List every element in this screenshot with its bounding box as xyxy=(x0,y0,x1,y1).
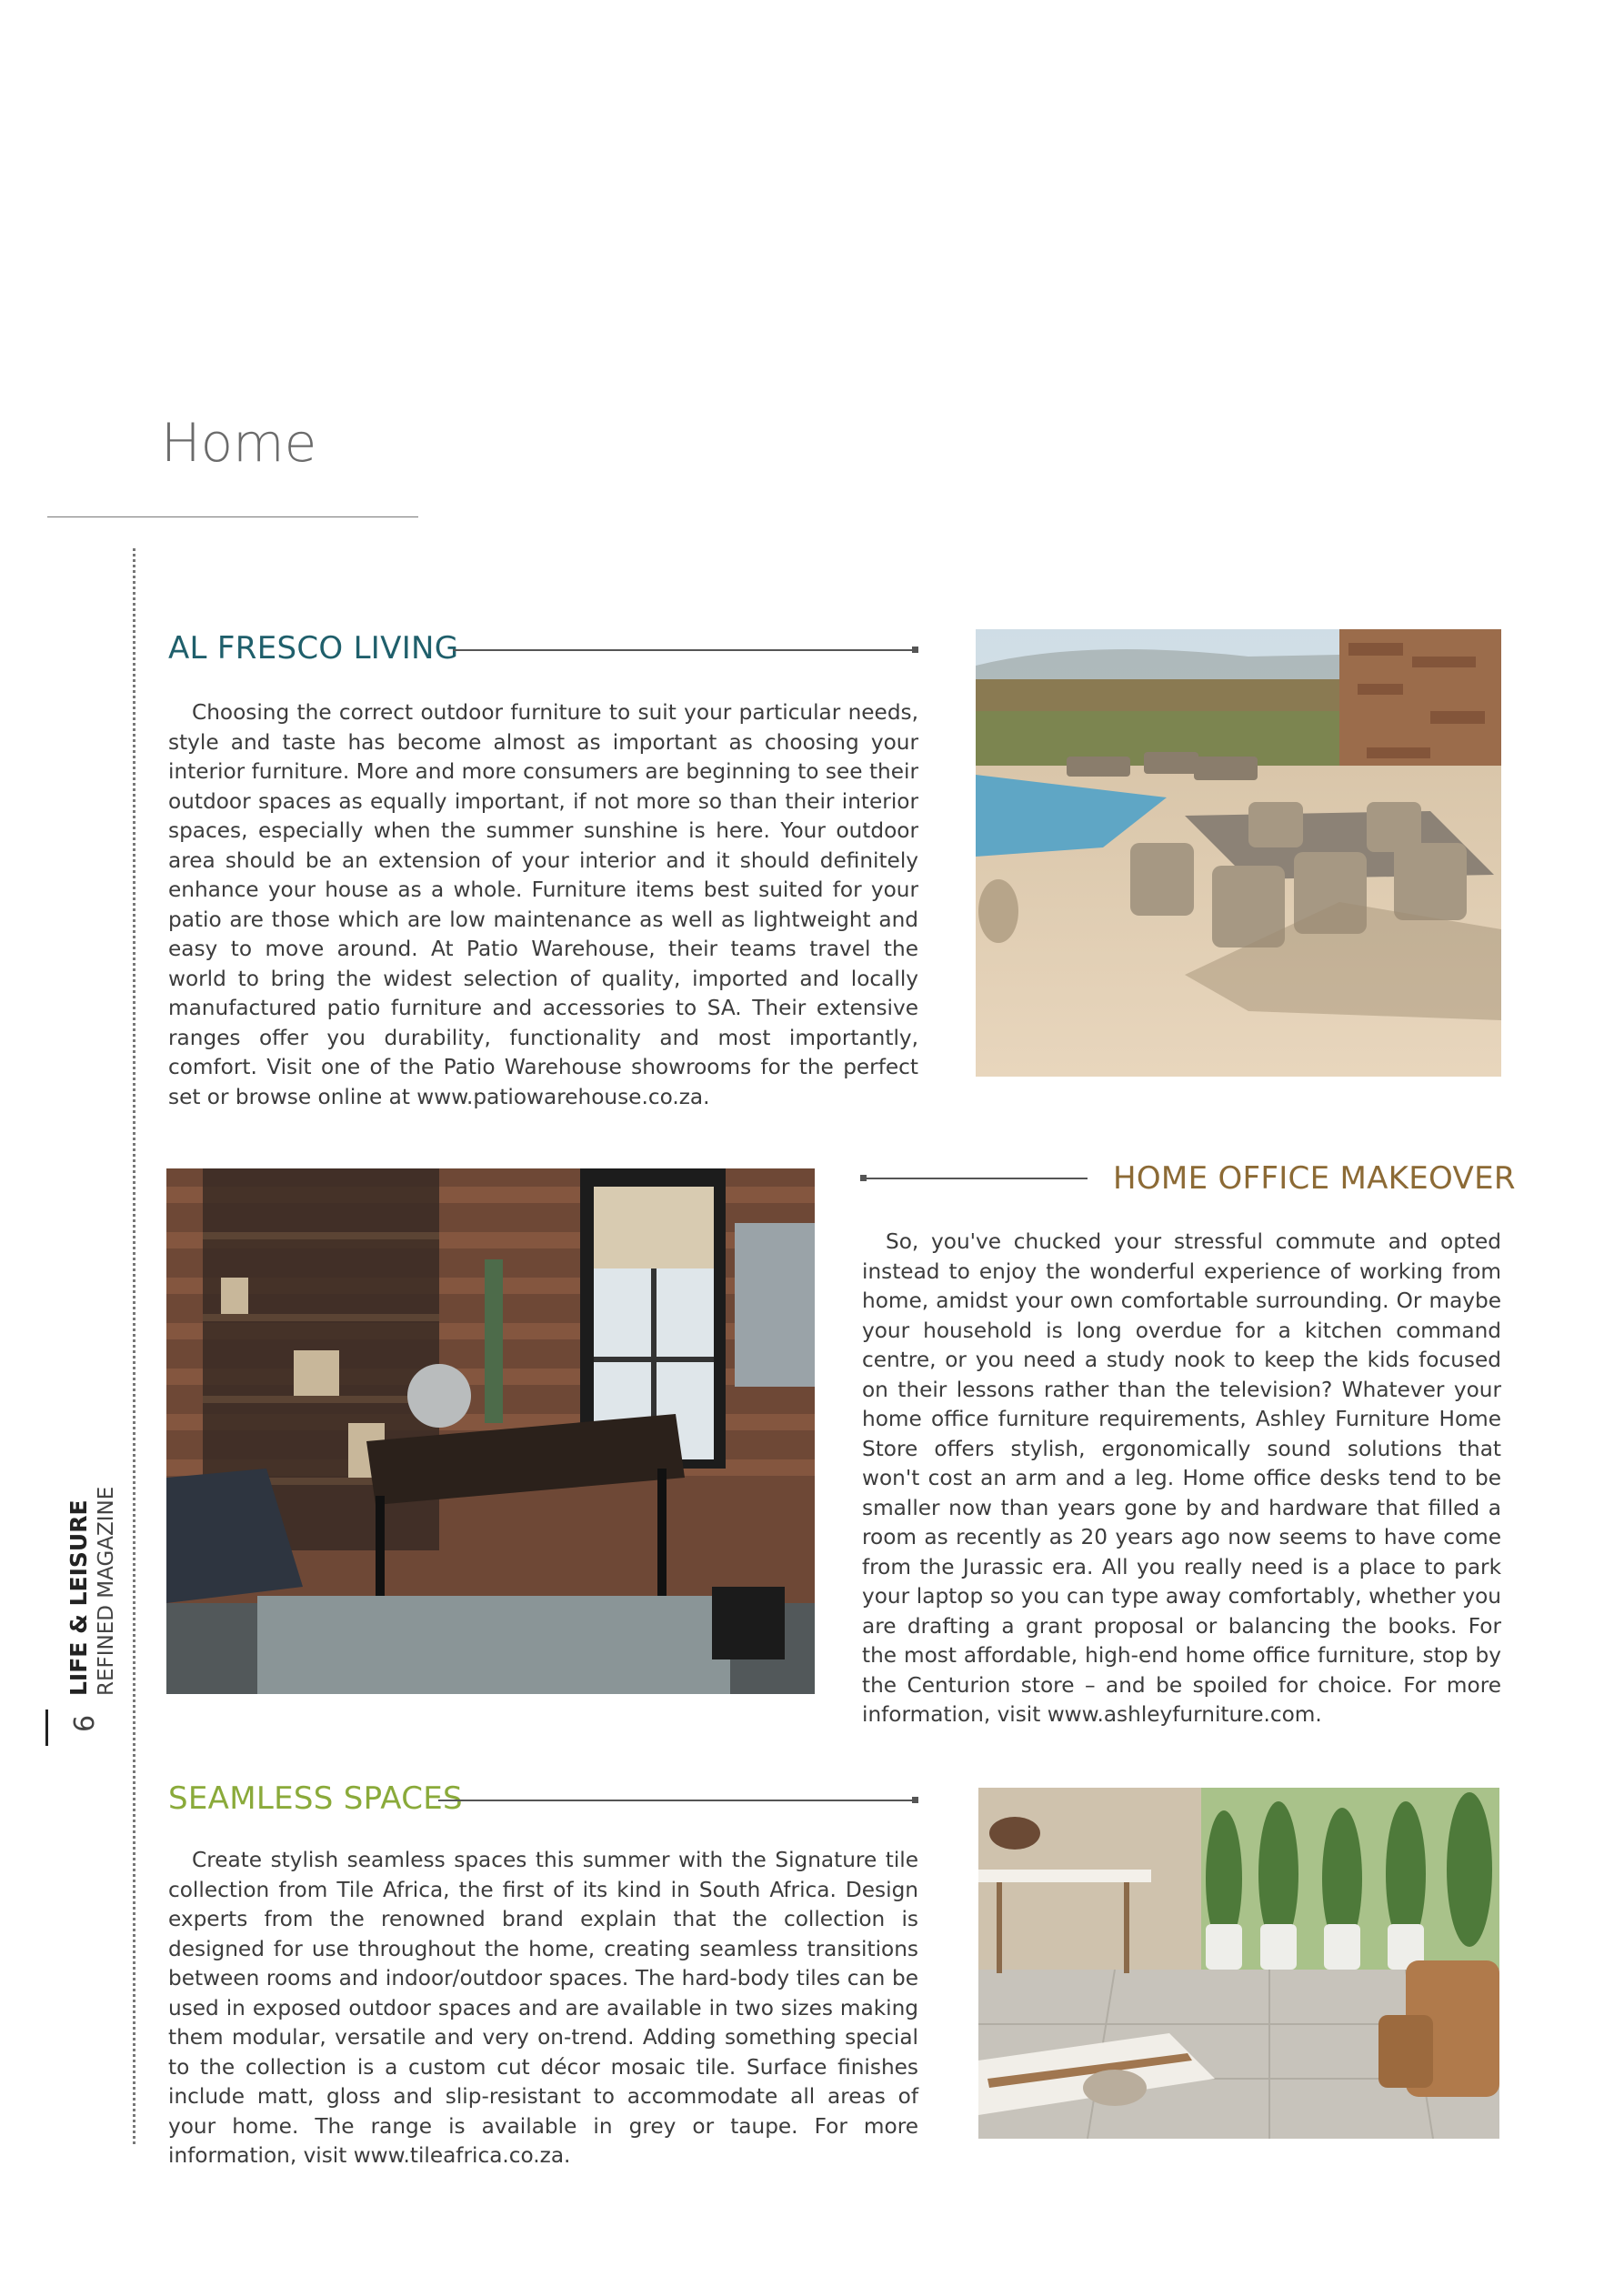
title-rule xyxy=(864,1178,1088,1179)
article-title-al-fresco: AL FRESCO LIVING xyxy=(168,630,459,667)
article-title-home-office: HOME OFFICE MAKEOVER xyxy=(1113,1160,1516,1197)
header-divider xyxy=(47,516,418,517)
seamless-spaces-photo xyxy=(978,1788,1499,2139)
home-office-photo xyxy=(166,1168,815,1694)
article-body-al-fresco xyxy=(168,698,918,1112)
page-number-divider xyxy=(45,1709,48,1746)
page-number: 6 xyxy=(69,1714,101,1732)
article-body-seamless-spaces xyxy=(168,1846,918,2171)
magazine-name: LIFE & LEISURE xyxy=(65,1499,92,1696)
title-rule xyxy=(438,1800,916,1801)
magazine-subtitle: REFINED MAGAZINE xyxy=(95,1486,118,1696)
article-body-home-office xyxy=(862,1228,1501,1730)
article-paragraph: So, you've chucked your stressful commute and opted instead to enjoy the wonderful experience of working from home, amidst your own comfortable surrounding. Or maybe your household is long overdue for a kitchen command centre, or you need a study nook to keep the kids focused on their lessons rather than the television? Whatever your home office furniture requirements, Ashley Furniture Home Store offers stylish, ergonomically sound solutions that won't cost an arm and a leg. Home office desks tend to be smaller now than years gone by and hardware that filled a room as recently as 20 years ago now seems to have come from the Jurassic era. All you really need is a place to park your laptop so you can type away comfortably, whether you are drafting a grant proposal or balancing the books. For the most affordable, high-end home office furniture, stop by the Centurion store – and be spoiled for choice. For more information, visit www.ashleyfurniture.com. xyxy=(862,1229,1501,1727)
section-heading: Home xyxy=(161,412,317,474)
magazine-label xyxy=(66,1487,119,1696)
patio-dining-photo xyxy=(976,629,1501,1077)
margin-dotted-line xyxy=(133,548,135,2144)
article-title-seamless-spaces: SEAMLESS SPACES xyxy=(168,1780,463,1817)
article-paragraph: Create stylish seamless spaces this summer with the Signature tile collection from Tile Africa, the first of its kind in South Africa. Design experts from the renowned brand explain that the collection is designed for use throughout the home, creating seamless transitions between rooms and indoor/outdoor spaces. The hard-body tiles can be used in exposed outdoor spaces and are available in two sizes making them modular, versatile and very on-trend. Adding something special to the collection is a custom cut décor mosaic tile. Surface finishes include matt, gloss and slip-resistant to accommodate all areas of your home. The range is available in grey or taupe. For more information, visit www.tileafrica.co.za. xyxy=(168,1848,918,2168)
title-rule xyxy=(453,649,915,651)
title-rule-end xyxy=(912,1797,918,1803)
title-rule-end xyxy=(912,647,918,653)
article-paragraph: Choosing the correct outdoor furniture to suit your particular needs, style and taste has become almost as important as choosing your interior furniture. More and more consumers are beginning to see their outdoor spaces as equally important, if not more so than their interior spaces, especially when the summer sunshine is here. Your outdoor area should be an extension of your interior and it should definitely enhance your house as a whole. Furniture items best suited for your patio are those which are low maintenance as well as lightweight and easy to move around. At Patio Warehouse, their teams travel the world to bring the widest selection of quality, imported and locally manufactured patio furniture and accessories to SA. Their extensive ranges offer you durability, functionality and most importantly, comfort. Visit one of the Patio Warehouse showrooms for the perfect set or browse online at www.patiowarehouse.co.za. xyxy=(168,700,918,1109)
